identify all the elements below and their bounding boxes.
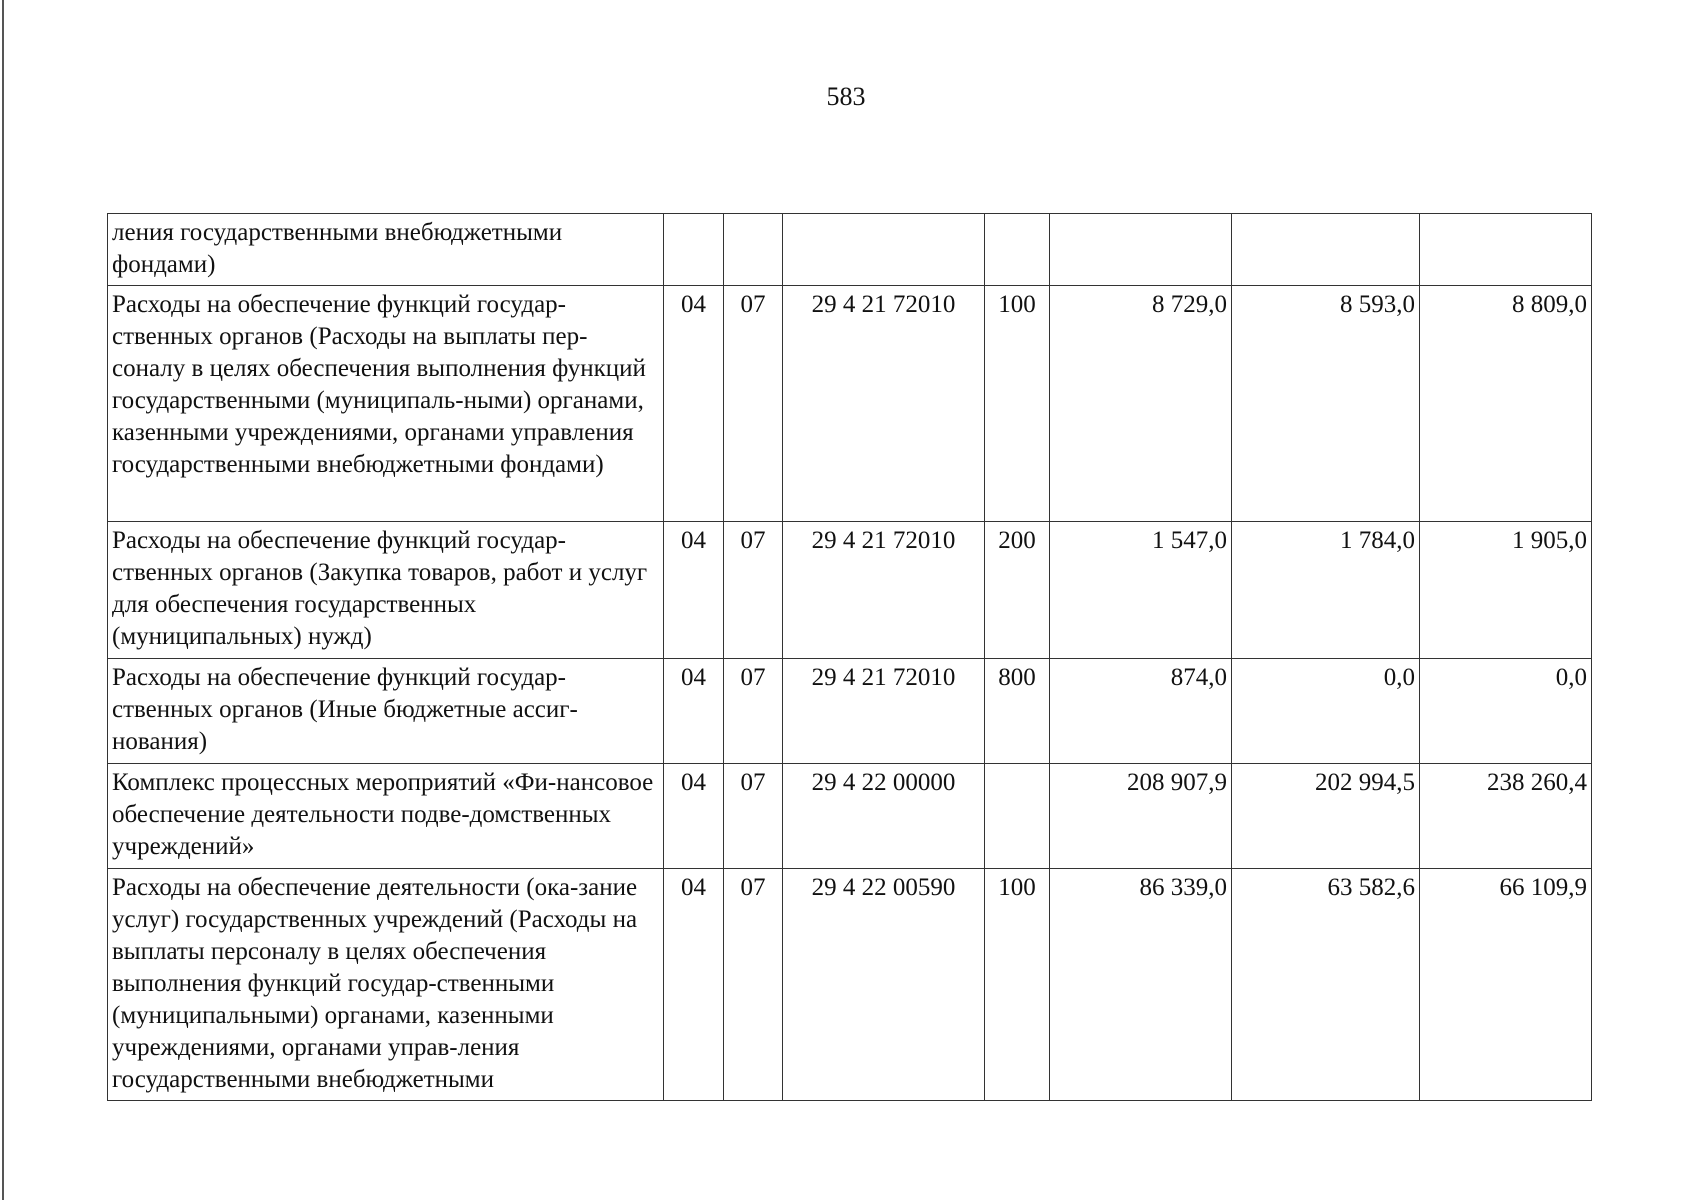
target-article-code: 29 4 22 00590 <box>783 869 985 1101</box>
table-row <box>108 869 1592 1101</box>
budget-table <box>107 213 1592 1101</box>
target-article-code <box>783 214 985 286</box>
expense-name: Расходы на обеспечение функций государ-ственных органов (Расходы на выплаты пер-соналу в целях обеспечения выполнения функций государственными (муниципаль-ными) органами, казенными учреждениями, органами управления государственными внебюджетными фондами) <box>108 286 664 522</box>
target-article-code: 29 4 22 00000 <box>783 764 985 869</box>
table-row <box>108 764 1592 869</box>
table-row <box>108 659 1592 764</box>
table-row <box>108 286 1592 522</box>
expense-name: Расходы на обеспечение деятельности (ока-зание услуг) государственных учреждений (Расходы на выплаты персоналу в целях обеспечения выполнения функций государ-ственными (муниципальными) органами, казенными учреждениями, органами управ-ления государственными внебюджетными <box>108 869 664 1101</box>
amount-year-1: 874,0 <box>1050 659 1232 764</box>
target-article-code: 29 4 21 72010 <box>783 286 985 522</box>
expense-name: ления государственными внебюджетными фондами) <box>108 214 664 286</box>
amount-year-1: 208 907,9 <box>1050 764 1232 869</box>
subsection-code <box>724 214 783 286</box>
target-article-code: 29 4 21 72010 <box>783 522 985 659</box>
subsection-code: 07 <box>724 522 783 659</box>
section-code: 04 <box>664 659 724 764</box>
amount-year-2: 202 994,5 <box>1232 764 1420 869</box>
subsection-code: 07 <box>724 764 783 869</box>
section-code: 04 <box>664 522 724 659</box>
table-row <box>108 522 1592 659</box>
amount-year-3: 1 905,0 <box>1420 522 1592 659</box>
target-article-code: 29 4 21 72010 <box>783 659 985 764</box>
amount-year-2: 8 593,0 <box>1232 286 1420 522</box>
amount-year-2: 0,0 <box>1232 659 1420 764</box>
amount-year-3: 0,0 <box>1420 659 1592 764</box>
amount-year-3: 66 109,9 <box>1420 869 1592 1101</box>
amount-year-1: 86 339,0 <box>1050 869 1232 1101</box>
amount-year-2: 1 784,0 <box>1232 522 1420 659</box>
section-code <box>664 214 724 286</box>
subsection-code: 07 <box>724 869 783 1101</box>
amount-year-1 <box>1050 214 1232 286</box>
amount-year-1: 1 547,0 <box>1050 522 1232 659</box>
amount-year-3 <box>1420 214 1592 286</box>
expense-name: Расходы на обеспечение функций государ-ственных органов (Иные бюджетные ассиг-нования) <box>108 659 664 764</box>
expense-type-code <box>985 764 1050 869</box>
expense-type-code: 100 <box>985 286 1050 522</box>
scan-left-edge <box>2 0 4 1200</box>
amount-year-3: 238 260,4 <box>1420 764 1592 869</box>
table-row <box>108 214 1592 286</box>
section-code: 04 <box>664 869 724 1101</box>
amount-year-2: 63 582,6 <box>1232 869 1420 1101</box>
expense-name: Комплекс процессных мероприятий «Фи-нансовое обеспечение деятельности подве-домственных учреждений» <box>108 764 664 869</box>
expense-name: Расходы на обеспечение функций государ-ственных органов (Закупка товаров, работ и услуг для обеспечения государственных (муниципальных) нужд) <box>108 522 664 659</box>
amount-year-3: 8 809,0 <box>1420 286 1592 522</box>
section-code: 04 <box>664 764 724 869</box>
expense-type-code: 200 <box>985 522 1050 659</box>
subsection-code: 07 <box>724 286 783 522</box>
subsection-code: 07 <box>724 659 783 764</box>
page-number: 583 <box>826 82 866 111</box>
expense-type-code <box>985 214 1050 286</box>
amount-year-2 <box>1232 214 1420 286</box>
expense-type-code: 800 <box>985 659 1050 764</box>
section-code: 04 <box>664 286 724 522</box>
expense-type-code: 100 <box>985 869 1050 1101</box>
amount-year-1: 8 729,0 <box>1050 286 1232 522</box>
